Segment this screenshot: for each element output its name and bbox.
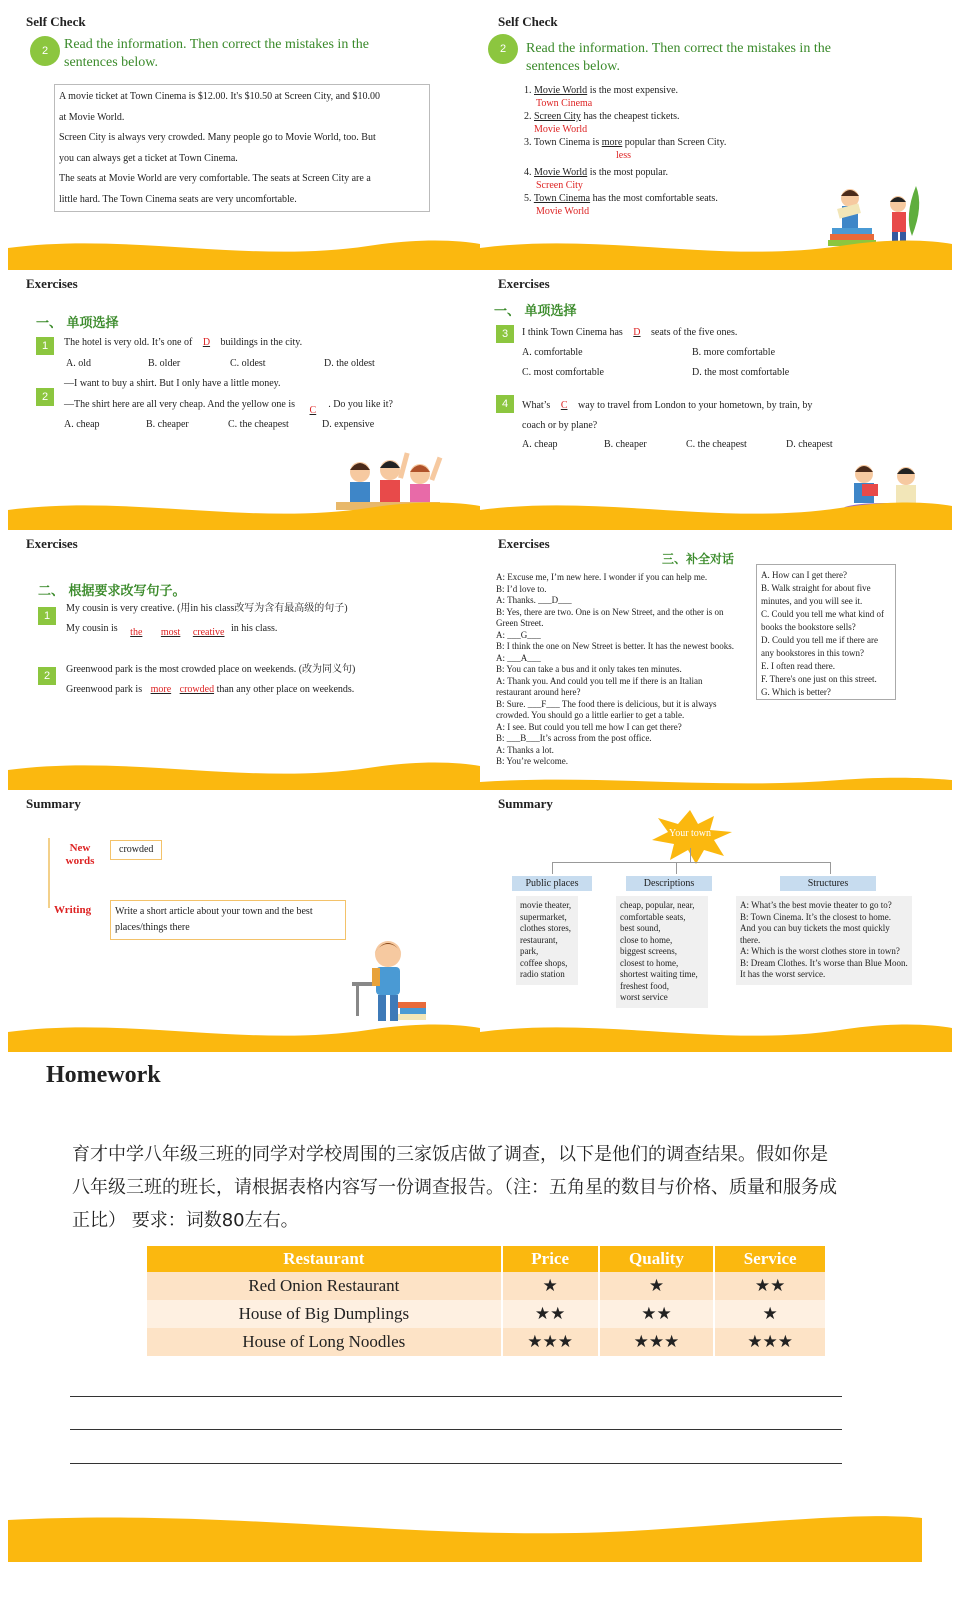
- section-heading: 一、 单项选择: [36, 316, 119, 331]
- question-2-line1: —I want to buy a shirt. But I only have a little money.: [64, 378, 281, 389]
- number-badge: 2: [488, 34, 518, 64]
- answer: C: [309, 405, 317, 416]
- homework-title: Homework: [46, 1062, 161, 1088]
- info-line: Screen City is always very crowded. Many people go to Movie World, too. But: [59, 132, 376, 143]
- wave-decoration: [8, 230, 480, 270]
- dialogue-line: B: Sure. ___F___ The food there is delicious, but it is always: [496, 698, 717, 709]
- options-2: A. cheap B. cheaper C. the cheapest D. expensive: [64, 419, 375, 430]
- tree-connector: [552, 862, 830, 863]
- question-number: 3: [496, 325, 514, 343]
- slide-title: Exercises: [498, 536, 550, 551]
- info-line: The seats at Movie World are very comfortable. The seats at Screen City are a: [59, 173, 371, 184]
- info-line: little hard. The Town Cinema seats are very uncomfortable.: [59, 193, 297, 205]
- section-heading: 三、补全对话: [662, 552, 735, 566]
- number-badge: 2: [30, 36, 60, 66]
- slide-title: Summary: [498, 796, 553, 811]
- instruction: Read the information. Then correct the mistakes in the sentences below.: [526, 41, 831, 74]
- table-cell: ★★★: [715, 1328, 825, 1356]
- structures-list: [736, 896, 912, 985]
- category-descriptions: Descriptions: [626, 876, 712, 891]
- dialogue-line: A: Excuse me, I’m new here. I wonder if you can help me.: [496, 572, 708, 582]
- table-cell: Red Onion Restaurant: [147, 1272, 501, 1300]
- correction-item: 1. Movie World is the most expensive.: [524, 85, 679, 96]
- bottom-wave-decoration: [8, 1508, 922, 1562]
- table-row: [147, 1328, 825, 1356]
- question-3: I think Town Cinema has D seats of the five ones.: [522, 327, 738, 338]
- info-line: A movie ticket at Town Cinema is $12.00. It's $10.50 at Screen City, and $10.00: [59, 91, 381, 102]
- options-box: [756, 564, 896, 700]
- question-4: What’s C way to travel from London to your hometown, by train, by coach or by plane?: [522, 400, 813, 431]
- info-line: you can always get a ticket at Town Cinema.: [59, 152, 238, 164]
- category-public-places: Public places: [512, 876, 592, 891]
- slide-summary-1: [8, 790, 480, 1052]
- slide-exercises-3: [8, 530, 480, 792]
- dialogue-line: A: Thank you. And could you tell me if there is an Italian: [496, 675, 703, 686]
- correction-fix: less: [616, 150, 631, 161]
- list-item: cheap, popular, near,: [620, 900, 695, 910]
- writing-label: Writing: [54, 904, 92, 916]
- wave-decoration: [480, 492, 952, 532]
- tree-connector: [830, 862, 831, 874]
- answer: creative: [192, 627, 225, 638]
- tree-connector: [690, 848, 691, 862]
- slide-title: Exercises: [498, 276, 550, 291]
- table-cell: ★★★: [503, 1328, 598, 1356]
- dialogue: [496, 572, 760, 768]
- instruction: Read the information. Then correct the mistakes in the sentences below.: [64, 37, 369, 70]
- list-item: supermarket,: [520, 911, 567, 922]
- slide-self-check-1: [8, 8, 480, 270]
- table-cell: ★★: [503, 1300, 598, 1328]
- option-item: A. How can I get there?: [761, 570, 847, 580]
- list-item: closest to home,: [620, 957, 679, 968]
- correction-fix: Town Cinema: [536, 98, 593, 109]
- bracket-line: [48, 838, 50, 908]
- dialogue-line: crowded. You should go a little earlier to get a table.: [496, 710, 685, 720]
- wave-decoration: [8, 492, 480, 532]
- slide-self-check-2: [480, 8, 952, 270]
- writing-line[interactable]: [70, 1463, 842, 1464]
- list-item: clothes stores,: [520, 923, 571, 933]
- dialogue-line: B: I’d love to.: [496, 583, 547, 594]
- list-item: worst service: [620, 992, 668, 1002]
- dialogue-line: restaurant around here?: [496, 687, 581, 697]
- table-cell: House of Long Noodles: [147, 1328, 501, 1356]
- writing-line[interactable]: [70, 1396, 842, 1397]
- correction-item: 5. Town Cinema has the most comfortable seats.: [524, 193, 718, 204]
- list-item: movie theater,: [520, 900, 572, 910]
- section-heading: 一、 单项选择: [494, 304, 577, 319]
- dialogue-line: A: I see. But could you tell me how I can get there?: [496, 721, 682, 732]
- list-item: radio station: [520, 969, 565, 979]
- question-number: 4: [496, 395, 514, 413]
- dialogue-line: A: Thanks a lot.: [496, 744, 554, 755]
- answer: the: [130, 627, 143, 638]
- list-item: B: Dream Clothes. It’s worse than Blue Moon. It has the worst service.: [740, 957, 908, 979]
- list-item: restaurant,: [520, 934, 558, 945]
- wave-decoration: [8, 752, 480, 792]
- slide-title: Self Check: [26, 14, 86, 29]
- writing-line[interactable]: [70, 1429, 842, 1430]
- category-structures: Structures: [780, 876, 876, 891]
- answer: more: [150, 684, 172, 695]
- wave-decoration: [480, 752, 952, 792]
- option-item: G. Which is better?: [761, 687, 831, 697]
- options-1: A. old B. older C. oldest D. the oldest: [66, 358, 375, 369]
- answer: C: [560, 400, 568, 411]
- table-row: [147, 1272, 825, 1300]
- question-number: 1: [36, 337, 54, 355]
- answer: D: [202, 337, 211, 348]
- correction-fix: Movie World: [536, 206, 590, 217]
- question-number: 2: [38, 667, 56, 685]
- list-item: biggest screens,: [620, 946, 677, 956]
- list-item: best sound,: [620, 923, 661, 933]
- starburst-label: Your town: [668, 828, 712, 839]
- table-cell: ★★: [715, 1272, 825, 1300]
- slide-title: Exercises: [26, 536, 78, 551]
- column-header: Service: [715, 1246, 825, 1272]
- option-item: F. There's one just on this street.: [761, 674, 877, 684]
- wave-decoration: [480, 230, 952, 270]
- dialogue-line: A: ___A___: [496, 652, 541, 663]
- dialogue-line: Green Street.: [496, 618, 544, 628]
- answer: crowded: [179, 684, 215, 695]
- list-item: shortest waiting time,: [620, 969, 698, 979]
- rewrite-question-2: Greenwood park is the most crowded place on weekends. (改为同义句): [66, 664, 356, 675]
- correction-fix: Movie World: [534, 124, 588, 135]
- list-item: B: Town Cinema. It’s the closest to home. And you can buy tickets the most quickly there.: [740, 911, 891, 945]
- restaurant-survey-table: [145, 1246, 827, 1356]
- dialogue-line: B: You can take a bus and it only takes ten minutes.: [496, 664, 682, 674]
- public-places-list: [516, 896, 578, 985]
- question-2: —The shirt here are all very cheap. And the yellow one is C. Do you like it?: [64, 399, 393, 416]
- answer: D: [633, 327, 641, 338]
- list-item: close to home,: [620, 934, 673, 945]
- tree-connector: [676, 862, 677, 874]
- homework-instructions: 育才中学八年级三班的同学对学校周围的三家饭店做了调查，以下是他们的调查结果。假如你是八年级三班的班长，请根据表格内容写一份调查报告。（注：五角星的数目与价格、质量和服务成正比） 要求：词数80左右。: [72, 1144, 837, 1231]
- question-1: The hotel is very old. It’s one of D buildings in the city.: [64, 337, 303, 348]
- slide-title: Self Check: [498, 14, 558, 29]
- table-cell: ★: [503, 1272, 598, 1300]
- list-item: A: What’s the best movie theater to go to?: [740, 900, 892, 910]
- correction-list: [524, 84, 844, 218]
- correction-item: 4. Movie World is the most popular.: [524, 167, 669, 178]
- option-item: B. Walk straight for about five minutes, and you will see it.: [761, 583, 871, 606]
- correction-fix: Screen City: [536, 180, 583, 191]
- column-header: Price: [503, 1246, 598, 1272]
- correction-item: 2. Screen City has the cheapest tickets.: [524, 111, 680, 122]
- dialogue-line: A: ___G___: [496, 629, 541, 640]
- new-words-label: New words: [65, 842, 95, 867]
- info-line: at Movie World.: [59, 111, 125, 123]
- dialogue-line: B: You’re welcome.: [496, 756, 568, 766]
- table-cell: ★: [715, 1300, 825, 1328]
- list-item: coffee shops,: [520, 957, 568, 968]
- table-cell: House of Big Dumplings: [147, 1300, 501, 1328]
- table-header-row: [147, 1246, 825, 1272]
- section-heading: 二、 根据要求改写句子。: [38, 584, 186, 599]
- list-item: freshest food,: [620, 980, 669, 991]
- column-header: Restaurant: [147, 1246, 501, 1272]
- table-row: [147, 1300, 825, 1328]
- tree-connector: [552, 862, 553, 874]
- info-box: [54, 84, 430, 212]
- writing-box: Write a short article about your town and the best places/things there: [110, 900, 346, 940]
- dialogue-line: B: Yes, there are two. One is on New Street, and the other is on: [496, 606, 724, 617]
- question-number: 1: [38, 607, 56, 625]
- table-cell: ★★: [600, 1300, 714, 1328]
- column-header: Quality: [600, 1246, 714, 1272]
- answer: most: [160, 627, 181, 638]
- dialogue-line: A: Thanks. ___D___: [496, 595, 572, 605]
- slide-exercises-4: [480, 530, 952, 792]
- options-4: A. cheap B. cheaper C. the cheapest D. cheapest: [522, 439, 833, 450]
- list-item: comfortable seats,: [620, 911, 686, 922]
- options-3: A. comfortable B. more comfortable C. most comfortable D. the most comfortable: [522, 347, 790, 378]
- rewrite-question-1: My cousin is very creative. (用in his class改写为含有最高级的句子): [66, 603, 348, 614]
- table-cell: ★★★: [600, 1328, 714, 1356]
- dialogue-line: B: I think the one on New Street is better. It has the newest books.: [496, 641, 734, 651]
- wave-decoration: [480, 1012, 952, 1052]
- slide-title: Exercises: [26, 276, 78, 291]
- wave-decoration: [8, 1012, 480, 1052]
- list-item: park,: [520, 946, 539, 956]
- rewrite-answer-2: Greenwood park is more crowded than any other place on weekends.: [66, 684, 355, 695]
- list-item: A: Which is the worst clothes store in town?: [740, 946, 900, 956]
- descriptions-list: [616, 896, 708, 1008]
- slide-summary-2: [480, 790, 952, 1052]
- rewrite-answer-1: My cousin is the most creative in his class.: [66, 623, 278, 638]
- question-number: 2: [36, 388, 54, 406]
- slide-title: Summary: [26, 796, 81, 811]
- slide-exercises-2: [480, 270, 952, 532]
- option-item: C. Could you tell me what kind of books the bookstore sells?: [761, 609, 884, 632]
- table-cell: ★: [600, 1272, 714, 1300]
- option-item: D. Could you tell me if there are any bookstores in this town?: [761, 635, 878, 658]
- correction-item: 3. Town Cinema is more popular than Screen City.: [524, 137, 727, 148]
- slide-exercises-1: [8, 270, 480, 532]
- dialogue-line: B: ___B___It’s across from the post office.: [496, 733, 652, 743]
- new-words-box: crowded: [110, 840, 162, 860]
- option-item: E. I often read there.: [761, 661, 835, 671]
